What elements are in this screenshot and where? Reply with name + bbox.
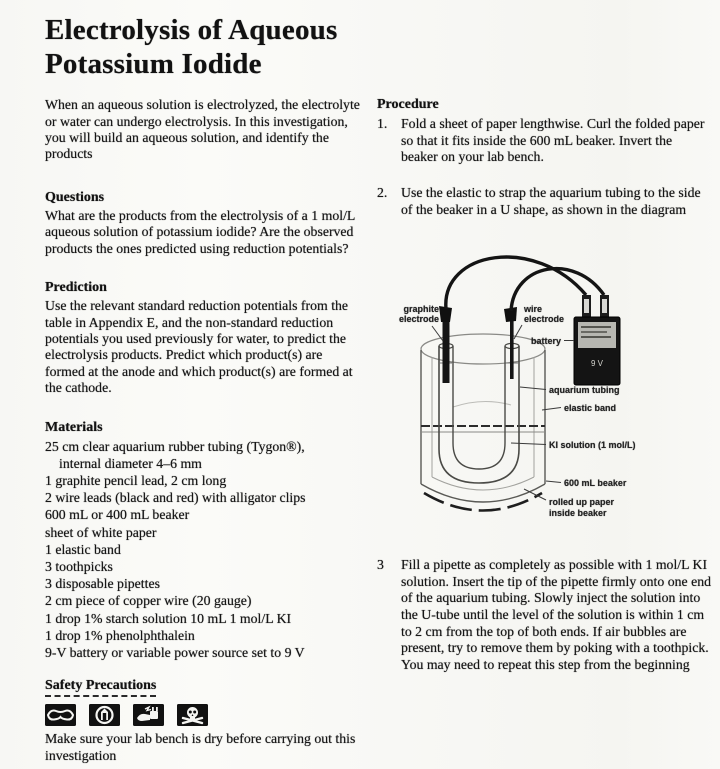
beaker-label: 600 mL beaker <box>564 478 627 489</box>
apron-safety-icon <box>89 704 120 726</box>
goggles-safety-icon <box>45 704 76 726</box>
procedure-step <box>377 185 711 218</box>
toxic-safety-icon <box>177 704 208 726</box>
materials-item: internal diameter 4–6 mm <box>59 455 202 471</box>
materials-item: 600 mL or 400 mL beaker <box>45 507 190 523</box>
materials-item: 2 wire leads (black and red) with alligator clips <box>45 490 306 506</box>
materials-item: 1 graphite pencil lead, 2 cm long <box>45 472 227 488</box>
safety-heading: Safety Precautions <box>45 678 156 697</box>
materials-item: 25 cm clear aquarium rubber tubing (Tygon®), <box>45 438 305 454</box>
procedure-steps-top <box>377 116 711 218</box>
procedure-step <box>377 116 711 166</box>
prediction-paragraph: Use the relevant standard reduction potentials from the table in Appendix E, and the non-standard reduction potentials you used previously for water, to predict the electrolysis products. Predict which product(s) are formed at the anode and which product(s) are formed at the cathode. <box>45 298 353 396</box>
wire-electrode-label: electrode <box>524 314 565 325</box>
battery-label: battery <box>530 336 561 347</box>
right-column <box>377 97 711 764</box>
procedure-steps-bottom <box>377 557 711 673</box>
two-column-layout <box>45 97 711 764</box>
materials-item: 9-V battery or variable power source set to 9 V <box>45 644 305 660</box>
ki-solution-label: KI solution (1 mol/L) <box>549 440 636 451</box>
materials-item: 3 disposable pipettes <box>45 576 160 592</box>
step-number: 2. <box>377 185 388 201</box>
wire-electrode-label: wire <box>524 304 543 315</box>
step-number: 3 <box>377 557 384 573</box>
safety-icons-row <box>45 704 363 726</box>
prediction-heading: Prediction <box>45 280 107 296</box>
battery-voltage-label: 9 V <box>590 359 604 369</box>
elastic-band-label: elastic band <box>564 403 617 414</box>
materials-item: 1 drop 1% starch solution 10 mL 1 mol/L KI <box>45 610 292 626</box>
materials-item: 1 elastic band <box>45 541 121 557</box>
page-title <box>45 14 706 81</box>
page-title-line2: Potassium Iodide <box>45 47 262 80</box>
procedure-heading: Procedure <box>377 97 439 113</box>
step-text: Use the elastic to strap the aquarium tubing to the side of the beaker in a U shape, as shown in the diagram <box>401 185 701 217</box>
battery-shape <box>574 295 620 385</box>
aquarium-tubing-label: aquarium tubing <box>549 385 620 396</box>
electrical-safety-icon <box>133 704 164 726</box>
wire-leads-shape <box>446 257 604 311</box>
apparatus-diagram <box>383 237 711 551</box>
graphite-electrode-label: electrode <box>398 314 439 325</box>
materials-heading: Materials <box>45 419 103 435</box>
rolled-paper-label: rolled up paper <box>549 497 615 508</box>
left-column <box>45 97 363 764</box>
questions-paragraph: What are the products from the electrolysis of a 1 mol/L aqueous solution of potassium iodide? Are the observed products the ones predicted using reduction potentials? <box>45 207 355 256</box>
materials-list <box>45 438 363 662</box>
step-text: Fill a pipette as completely as possible with 1 mol/L KI solution. Insert the tip of the pipette firmly onto one end of the aquarium tubing. Slowly inject the solution into the U-tube until the level of the solution is within 1 cm to 2 cm from the top of both ends. If air bubbles are present, try to remove them by poking with a toothpick. You may need to repeat this step from the beginning <box>401 557 711 672</box>
graphite-electrode-label: graphite <box>403 304 439 315</box>
questions-heading: Questions <box>45 189 105 205</box>
page-title-line1: Electrolysis of Aqueous <box>45 14 338 46</box>
materials-item: 3 toothpicks <box>45 558 113 574</box>
step-text: Fold a sheet of paper lengthwise. Curl the folded paper so that it fits inside the 600 mL beaker. Invert the beaker on your lab bench. <box>401 116 705 165</box>
procedure-step <box>377 557 711 673</box>
materials-item: 2 cm piece of copper wire (20 gauge) <box>45 593 252 609</box>
electrolysis-apparatus-drawing <box>383 237 709 551</box>
step-number: 1. <box>377 116 388 132</box>
intro-paragraph: When an aqueous solution is electrolyzed, the electrolyte or water can undergo electrolysis. In this investigation, you will build an aqueous solution, and identify the products <box>45 97 360 162</box>
materials-item: sheet of white paper <box>45 524 157 540</box>
rolled-paper-label: inside beaker <box>549 508 607 519</box>
materials-item: 1 drop 1% phenolphthalein <box>45 627 195 643</box>
safety-paragraph: Make sure your lab bench is dry before carrying out this investigation <box>45 731 356 763</box>
